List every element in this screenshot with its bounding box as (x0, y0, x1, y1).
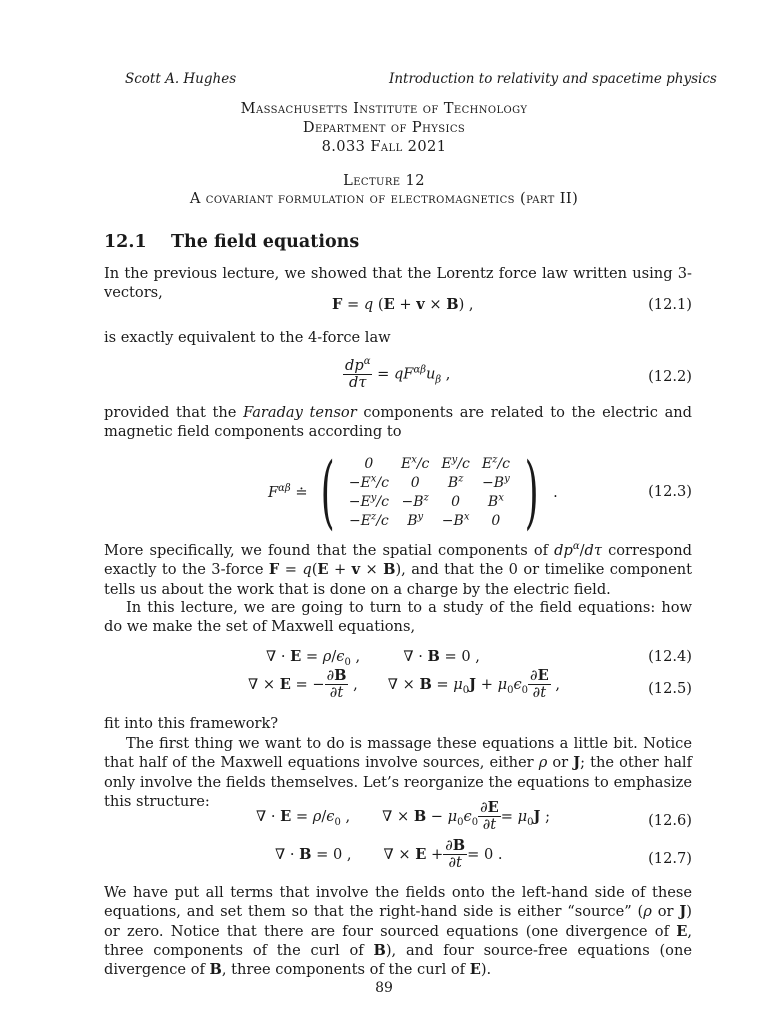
matrix-row (343, 473, 516, 492)
paragraph-4: More specifically, we found that the spatial components of $dp^\alpha/d\tau$ correspond exactly to the 3-force F = q(E + v × B), and that the 0 or timelike component tells us about the work that is done on a charge by the electric field. (104, 541, 692, 598)
equation-number-12-5: (12.5) (648, 680, 692, 697)
faraday-matrix (343, 454, 516, 530)
institution: Massachusetts Institute of Technology (240, 100, 528, 117)
department: Department of Physics (302, 119, 466, 136)
matrix-cell: $E^z/c$ (481, 453, 510, 472)
paragraph-6: fit into this framework? (104, 715, 279, 732)
matrix-cell: $-E^y/c$ (348, 491, 389, 510)
matrix-cell: $B^x$ (487, 491, 504, 510)
matrix-row (343, 492, 516, 511)
lecture-number: Lecture 12 (343, 172, 425, 189)
matrix-cell: 0 (451, 493, 461, 510)
equation-12-6: ∇ · $E = \rho/\epsilon_0$ , ∇ × $B - \mu_0\epsilon_0$ $\frac{\partial E}{\partial t}$ = $\mu_0J$ ; (256, 799, 550, 833)
matrix-cell: $-E^x/c$ (348, 472, 389, 491)
matrix-cell: 0 (410, 474, 420, 491)
matrix-cell: $-E^z/c$ (348, 510, 389, 529)
paragraph-2: is exactly equivalent to the 4-force law (104, 329, 391, 346)
paragraph-3 (104, 403, 692, 442)
running-head-author: Scott A. Hughes (125, 71, 237, 87)
matrix-cell: $-B^y$ (482, 472, 510, 491)
equation-number-12-6: (12.6) (648, 812, 692, 829)
right-paren: ) (524, 445, 539, 538)
section-number: 12.1 (104, 232, 147, 252)
lecture-title: A covariant formulation of electromagnetics (part II) (189, 190, 579, 207)
matrix-cell: $E^x/c$ (400, 453, 430, 472)
paragraph-3-start: provided that the (104, 404, 244, 421)
equation-12-2: $\frac{dp^\alpha}{d\tau}$ = $qF^{\alpha\beta}u_\beta$ , (345, 356, 451, 391)
matrix-cell: $B^y$ (407, 510, 424, 529)
equation-number-12-3: (12.3) (648, 483, 692, 500)
equation-12-3: $F^{\alpha\beta}$ ≐ ( 0 $E^x/c$ $E^y/c$ $E^z/c$ $-E^x/c$ 0 $B^z$ $-B^y$ $-E^y/c$ $-B^z$ 0 $B^x$ $-E^z/c$ $B^y$ $-B^x$ 0 ) . (268, 445, 558, 538)
matrix-cell: 0 (491, 512, 501, 529)
equation-12-7: ∇ · B = 0 , ∇ × E + $\frac{\partial B}{\partial t}$ = 0 . (275, 837, 503, 871)
equation-12-1: F = q (E + v × B) , (332, 296, 474, 313)
matrix-cell: 0 (364, 455, 374, 472)
section-heading (104, 232, 359, 252)
equation-12-4: ∇ · $E = \rho/\epsilon_0$ , ∇ · B = 0 , (266, 648, 480, 668)
paragraph-7: The first thing we want to do is massage these equations a little bit. Notice that half of the Maxwell equations involve sources, either ρ or J; the other half only involve the fields themselves. Let’s reorganize the equations to emphasize this structure: (104, 735, 692, 810)
paragraph-8: We have put all terms that involve the fields onto the left-hand side of these equations, and set them so that the right-hand side is either “source” (ρ or J) or zero. Notice that there are four sourced equations (one divergence of E, three components of the curl of B), and four source-free equations (one divergence of B, three components of the curl of E). (104, 884, 692, 979)
matrix-cell: $-B^z$ (401, 491, 429, 510)
section-title: The field equations (171, 232, 360, 252)
equation-number-12-7: (12.7) (648, 850, 692, 867)
page-number: 89 (375, 980, 393, 996)
paragraph-1: In the previous lecture, we showed that the Lorentz force law written using 3-vectors, (104, 265, 692, 302)
equation-number-12-4: (12.4) (648, 648, 692, 665)
matrix-cell: $E^y/c$ (441, 453, 470, 472)
paragraph-3-end: components are related to the electric and magnetic field components according to (104, 404, 693, 441)
course: 8.033 Fall 2021 (321, 138, 447, 155)
equation-12-5: ∇ × E = − $\frac{\partial B}{\partial t}$ , ∇ × $B = \mu_0J + \mu_0\epsilon_0$ $\frac{\partial E}{\partial t}$ , (248, 667, 560, 701)
running-head-title: Introduction to relativity and spacetime physics (389, 71, 717, 87)
faraday-tensor-term: Faraday tensor (243, 404, 357, 421)
matrix-row (343, 454, 516, 473)
matrix-cell: $-B^x$ (441, 510, 470, 529)
left-paren: ( (320, 445, 335, 538)
equation-number-12-1: (12.1) (648, 296, 692, 313)
matrix-row (343, 511, 516, 530)
matrix-cell: $B^z$ (447, 472, 464, 491)
equation-number-12-2: (12.2) (648, 368, 692, 385)
paragraph-5: In this lecture, we are going to turn to a study of the field equations: how do we make the set of Maxwell equations, (104, 599, 692, 636)
